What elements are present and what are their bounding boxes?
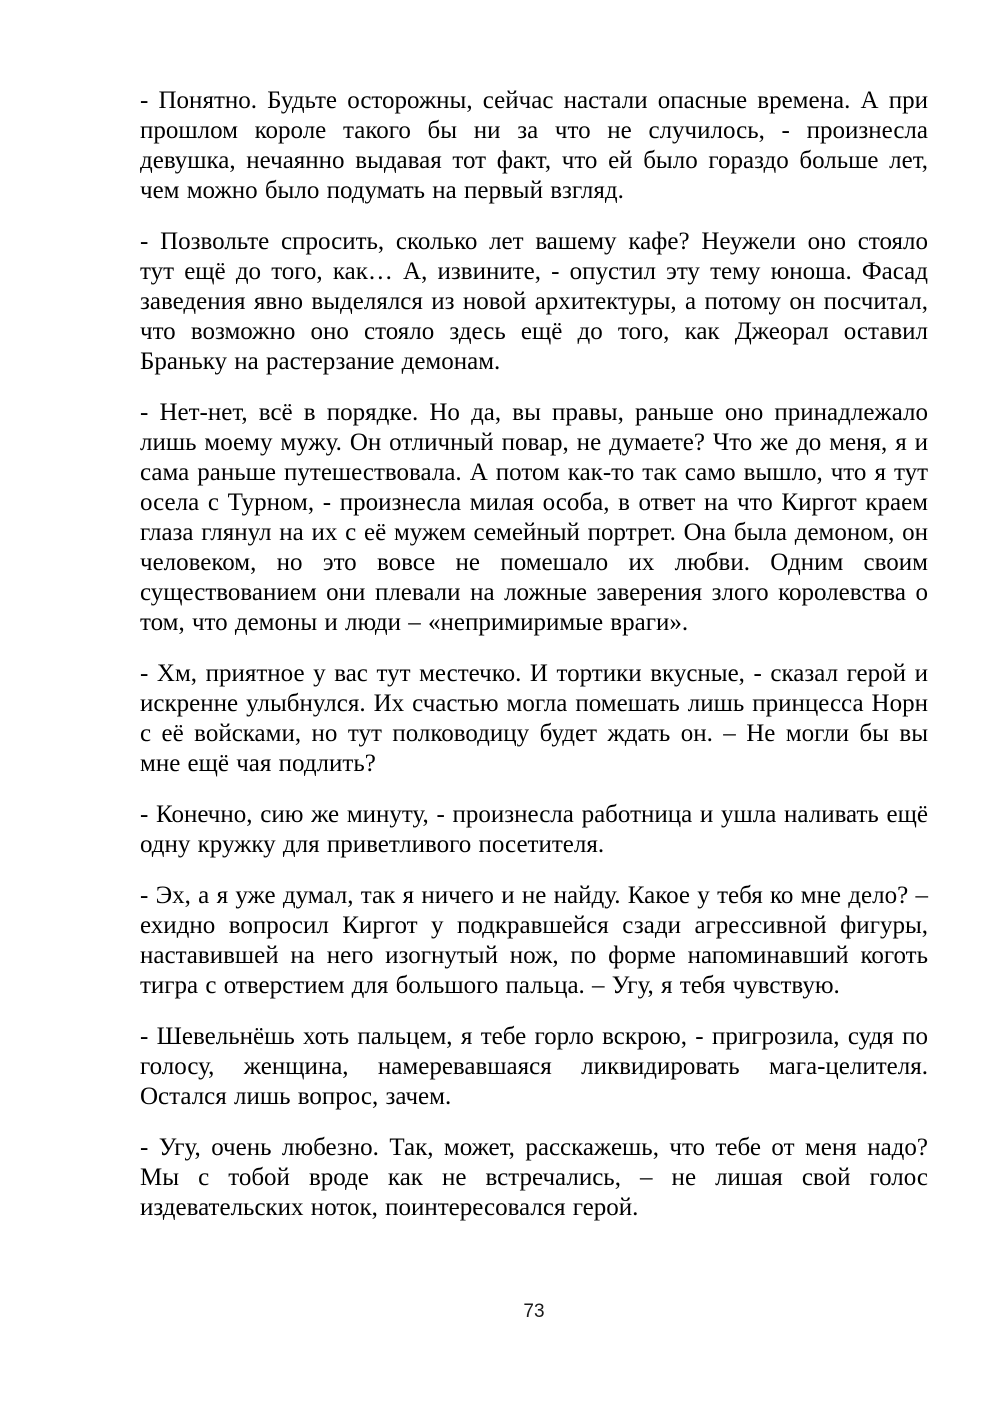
paragraph-4: - Хм, приятное у вас тут местечко. И тортики вкусные, - сказал герой и искренне улыбнулся. Их счастью могла помешать лишь принцесса Норн с её войсками, но тут полководицу будет ждать он. – Не могли бы вы мне ещё чая подлить?	[140, 660, 928, 777]
paragraph-7: - Шевельнёшь хоть пальцем, я тебе горло вскрою, - пригрозила, судя по голосу, женщина, намеревавшаяся ликвидировать мага-целителя. Остался лишь вопрос, зачем.	[140, 1023, 928, 1110]
paragraph-6: - Эх, а я уже думал, так я ничего и не найду. Какое у тебя ко мне дело? – ехидно вопросил Киргот у подкравшейся сзади агрессивной фигуры, наставившей на него изогнутый нож, по форме напоминавший коготь тигра с отверстием для большого пальца. – Угу, я тебя чувствую.	[140, 882, 928, 999]
paragraph-1: - Понятно. Будьте осторожны, сейчас настали опасные времена. А при прошлом короле такого бы ни за что не случилось, - произнесла девушка, нечаянно выдавая тот факт, что ей было гораздо больше лет, чем можно было подумать на первый взгляд.	[140, 87, 928, 204]
paragraph-3: - Нет-нет, всё в порядке. Но да, вы правы, раньше оно принадлежало лишь моему мужу. Он отличный повар, не думаете? Что же до меня, я и сама раньше путешествовала. А потом как-то так само вышло, что я тут осела с Турном, - произнесла милая особа, в ответ на что Киргот краем глаза глянул на их с её мужем семейный портрет. Она была демоном, он человеком, но это вовсе не помешало их любви. Одним своим существованием они плевали на ложные заверения злого королевства о том, что демоны и люди – «непримиримые враги».	[140, 399, 928, 636]
paragraph-8: - Угу, очень любезно. Так, может, расскажешь, что тебе от меня надо? Мы с тобой вроде как не встречались, – не лишая свой голос издевательских ноток, поинтересовался герой.	[140, 1134, 928, 1221]
paragraph-5: - Конечно, сию же минуту, - произнесла работница и ушла наливать ещё одну кружку для приветливого посетителя.	[140, 801, 928, 858]
paragraph-2: - Позвольте спросить, сколько лет вашему кафе? Неужели оно стояло тут ещё до того, как… А, извините, - опустил эту тему юноша. Фасад заведения явно выделялся из новой архитектуры, а потому он посчитал, что возможно оно стояло здесь ещё до того, как Джеорал оставил Браньку на растерзание демонам.	[140, 228, 928, 375]
text-block	[140, 86, 928, 1244]
page-number: 73	[523, 1301, 545, 1322]
